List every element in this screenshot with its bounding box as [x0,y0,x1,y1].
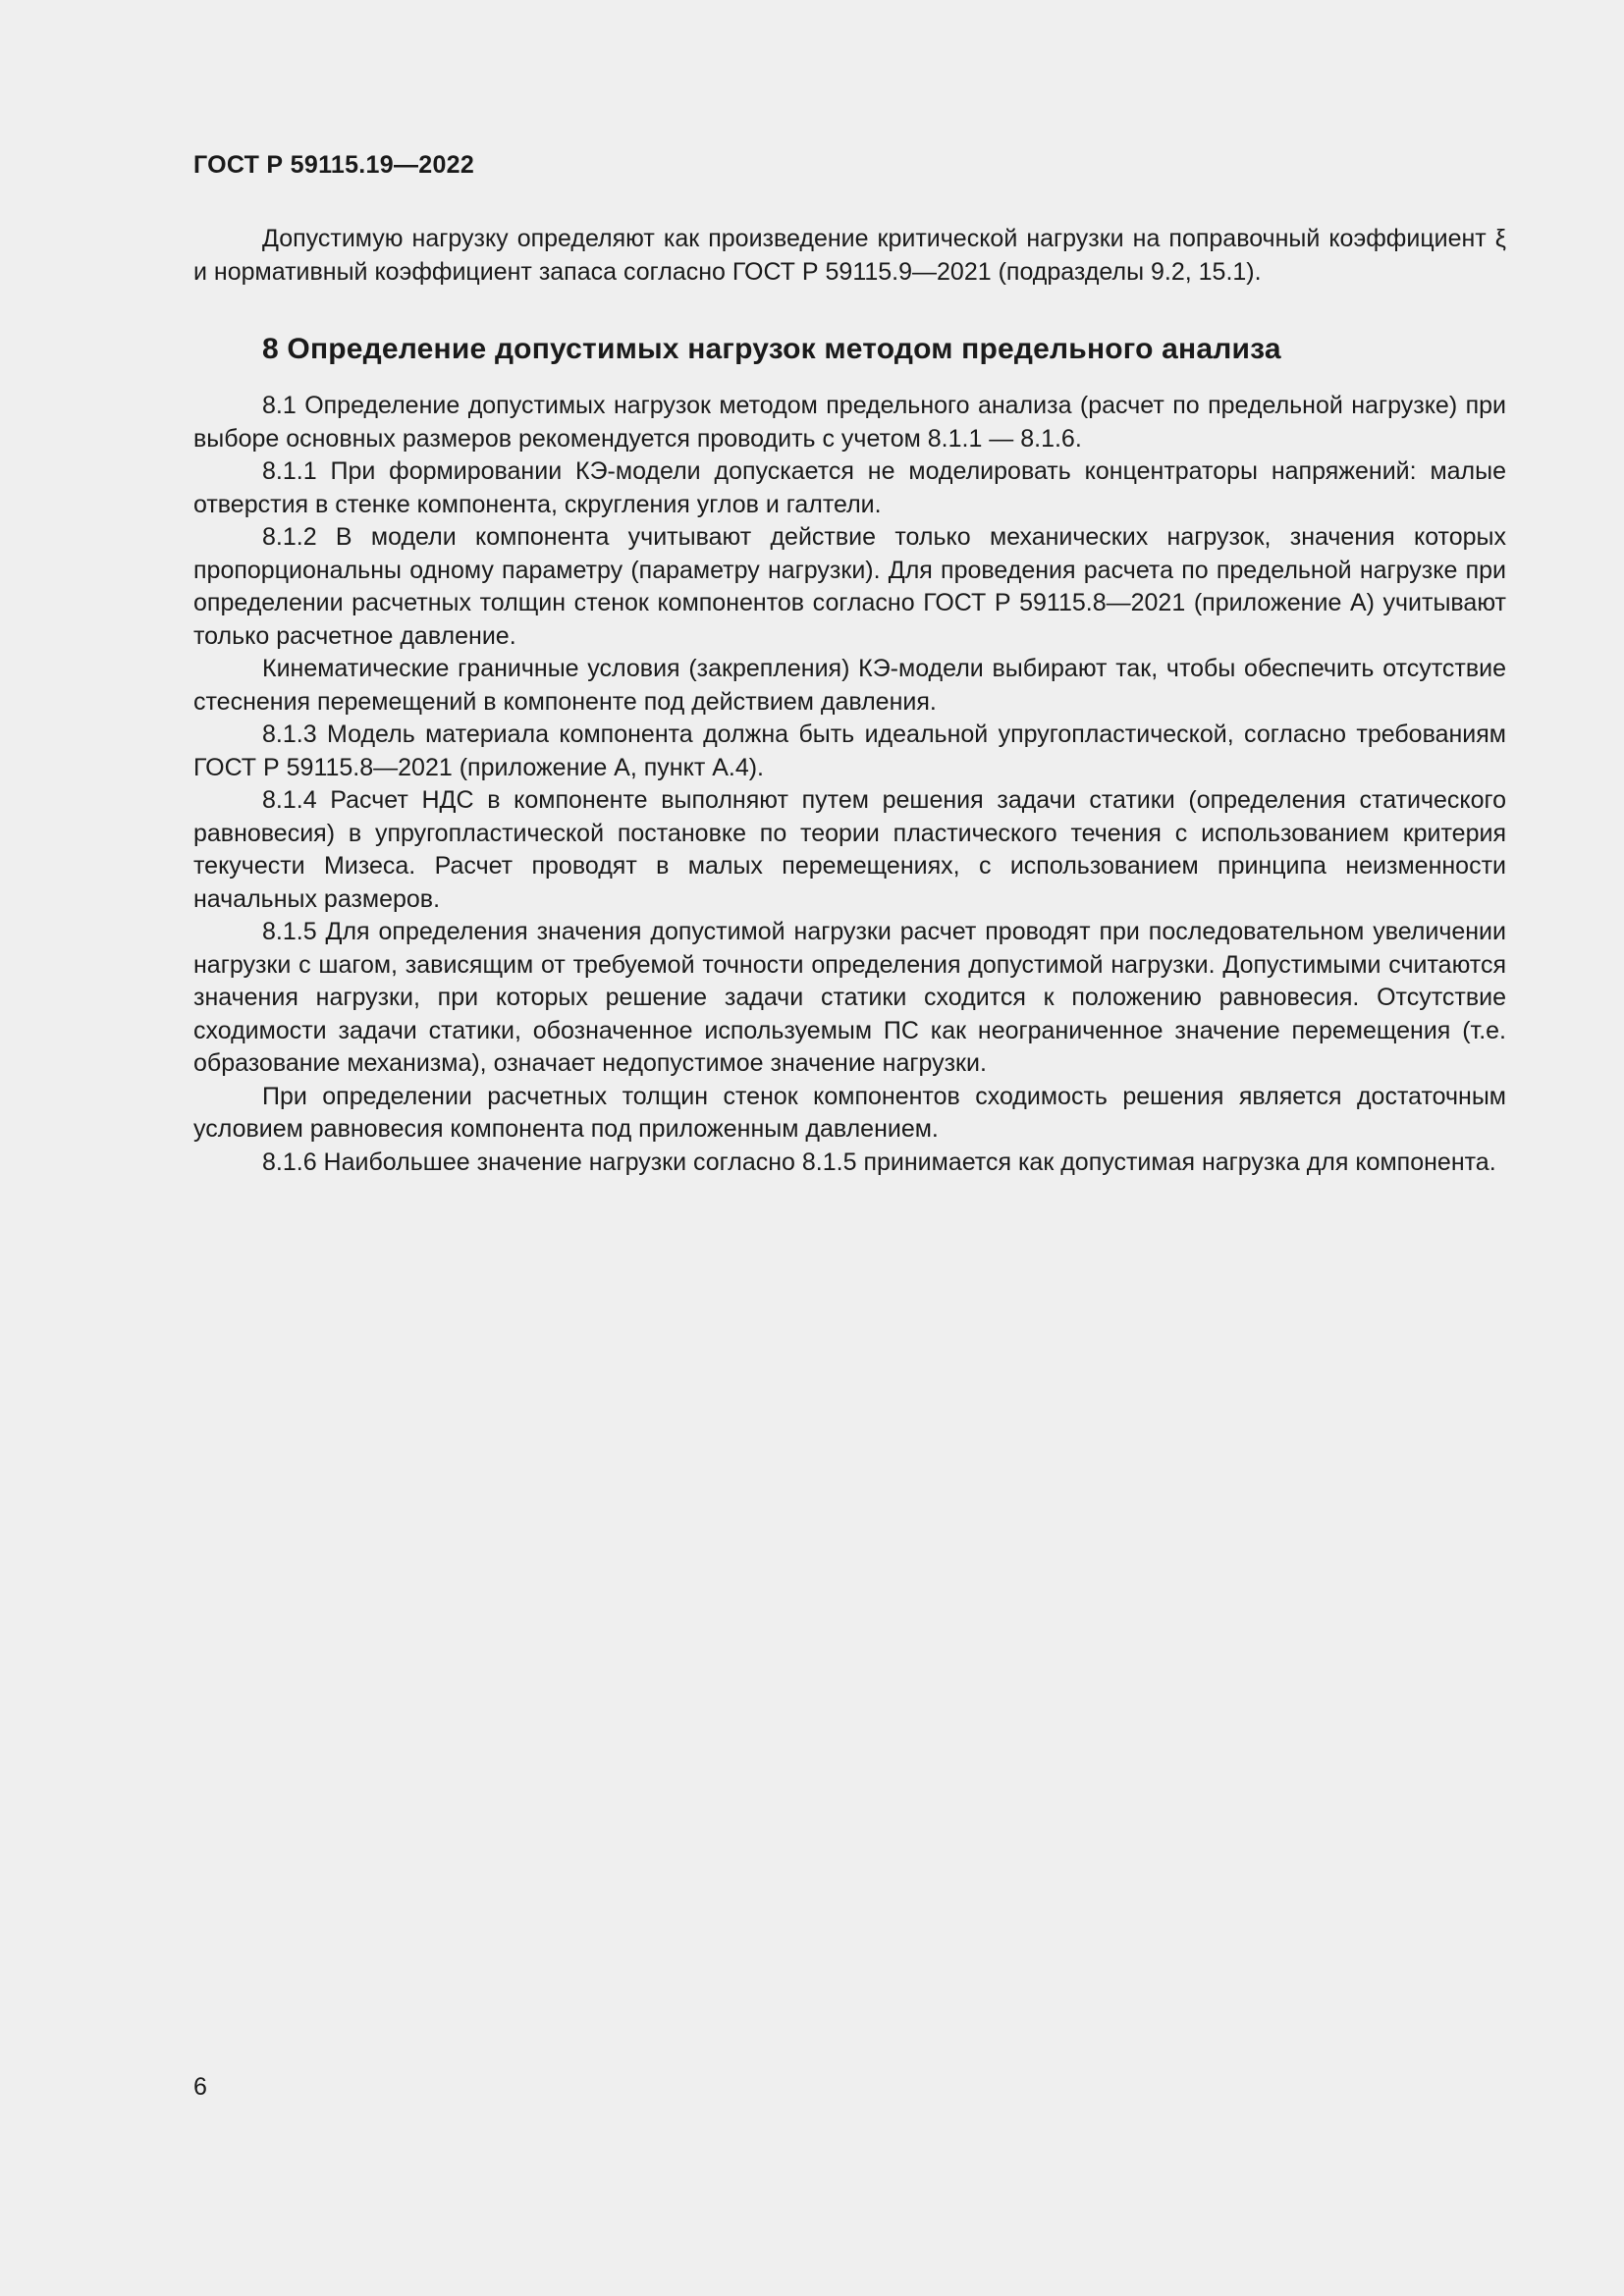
paragraph-8-1-1: 8.1.1 При формировании КЭ-модели допускается не моделировать концентраторы напряжений: малые отверстия в стенке компонента, скругления углов и галтели. [193,457,1506,518]
page-number: 6 [193,2073,207,2101]
paragraph-8-1-4: 8.1.4 Расчет НДС в компоненте выполняют путем решения задачи статики (определения статического равновесия) в упругопластической постановке по теории пластического течения с использованием критерия текучести Мизеса. Расчет проводят в малых перемещениях, с использованием принципа неизменности начальных размеров. [193,786,1506,913]
paragraph-8-1-3: 8.1.3 Модель материала компонента должна быть идеальной упругопластической, согласно требованиям ГОСТ Р 59115.8—2021 (приложение А, пункт А.4). [193,721,1506,781]
document-code-header: ГОСТ Р 59115.19—2022 [193,151,475,179]
paragraph-8-1: 8.1 Определение допустимых нагрузок методом предельного анализа (расчет по предельной нагрузке) при выборе основных размеров рекомендуется проводить с учетом 8.1.1 — 8.1.6. [193,392,1506,453]
paragraph-convergence-note: При определении расчетных толщин стенок компонентов сходимость решения является достаточным условием равновесия компонента под приложенным давлением. [193,1082,1506,1143]
paragraph-8-1-2: 8.1.2 В модели компонента учитывают действие только механических нагрузок, значения которых пропорциональны одному параметру (параметру нагрузки). Для проведения расчета по предельной нагрузке при определении расчетных толщин стенок компонентов согласно ГОСТ Р 59115.8—2021 (приложение А) учитывают только расчетное давление. [193,523,1506,650]
section-body [193,390,1506,1179]
section-heading: 8 Определение допустимых нагрузок методом предельного анализа [262,333,1281,365]
intro-block [193,223,1506,289]
intro-paragraph: Допустимую нагрузку определяют как произведение критической нагрузки на поправочный коэффициент ξ и нормативный коэффициент запаса согласно ГОСТ Р 59115.9—2021 (подразделы 9.2, 15.1). [193,225,1506,286]
paragraph-boundary-conditions: Кинематические граничные условия (закрепления) КЭ-модели выбирают так, чтобы обеспечить отсутствие стеснения перемещений в компоненте под действием давления. [193,655,1506,716]
paragraph-8-1-6: 8.1.6 Наибольшее значение нагрузки согласно 8.1.5 принимается как допустимая нагрузка для компонента. [262,1148,1496,1176]
paragraph-8-1-5: 8.1.5 Для определения значения допустимой нагрузки расчет проводят при последовательном увеличении нагрузки с шагом, зависящим от требуемой точности определения допустимой нагрузки. Допустимыми считаются значения нагрузки, при которых решение задачи статики сходится к положению равновесия. Отсутствие сходимости задачи статики, обозначенное используемым ПС как неограниченное значение перемещения (т.е. образование механизма), означает недопустимое значение нагрузки. [193,918,1506,1077]
